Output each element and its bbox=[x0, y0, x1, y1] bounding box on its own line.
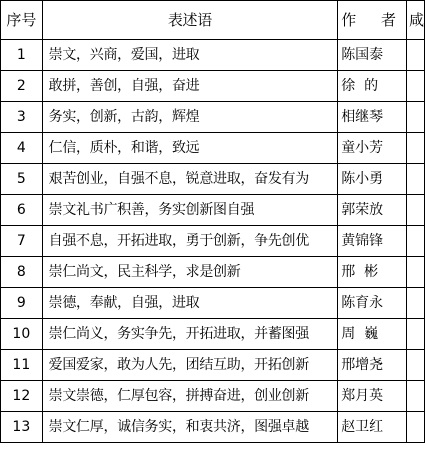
row-serial-number: 12 bbox=[1, 381, 43, 412]
table-row bbox=[1, 195, 425, 226]
table-row bbox=[1, 319, 425, 350]
row-description: 崇仁尚文，民主科学，求是创新 bbox=[42, 257, 338, 288]
table-row bbox=[1, 102, 425, 133]
table-header-row bbox=[1, 1, 425, 40]
row-extra-cell bbox=[406, 412, 424, 443]
table-row bbox=[1, 226, 425, 257]
row-author: 黄锦锋 bbox=[338, 226, 407, 257]
row-serial-number: 13 bbox=[1, 412, 43, 443]
row-extra-cell bbox=[406, 71, 424, 102]
row-extra-cell bbox=[406, 319, 424, 350]
row-serial-number: 6 bbox=[1, 195, 43, 226]
header-description: 表述语 bbox=[42, 1, 338, 40]
row-extra-cell bbox=[406, 133, 424, 164]
row-author: 赵卫红 bbox=[338, 412, 407, 443]
row-serial-number: 1 bbox=[1, 40, 43, 71]
row-author: 陈育永 bbox=[338, 288, 407, 319]
table-row bbox=[1, 133, 425, 164]
row-description: 务实，创新，古韵，辉煌 bbox=[42, 102, 338, 133]
row-description: 崇德，奉献，自强，进取 bbox=[42, 288, 338, 319]
row-extra-cell bbox=[406, 381, 424, 412]
row-author: 童小芳 bbox=[338, 133, 407, 164]
row-author: 邢 彬 bbox=[338, 257, 407, 288]
row-extra-cell bbox=[406, 350, 424, 381]
row-serial-number: 11 bbox=[1, 350, 43, 381]
row-extra-cell bbox=[406, 226, 424, 257]
row-serial-number: 8 bbox=[1, 257, 43, 288]
row-description: 崇文崇德，仁厚包容，拼搏奋进，创业创新 bbox=[42, 381, 338, 412]
row-author: 邢增尧 bbox=[338, 350, 407, 381]
row-extra-cell bbox=[406, 164, 424, 195]
row-author: 郑月英 bbox=[338, 381, 407, 412]
row-description: 仁信，质朴，和谐，致远 bbox=[42, 133, 338, 164]
row-extra-cell bbox=[406, 40, 424, 71]
table-row bbox=[1, 164, 425, 195]
row-author: 郭荣放 bbox=[338, 195, 407, 226]
row-extra-cell bbox=[406, 195, 424, 226]
row-serial-number: 5 bbox=[1, 164, 43, 195]
row-author: 陈国泰 bbox=[338, 40, 407, 71]
row-serial-number: 2 bbox=[1, 71, 43, 102]
row-serial-number: 7 bbox=[1, 226, 43, 257]
row-serial-number: 3 bbox=[1, 102, 43, 133]
table-row bbox=[1, 288, 425, 319]
table-row bbox=[1, 40, 425, 71]
row-extra-cell bbox=[406, 102, 424, 133]
row-extra-cell bbox=[406, 257, 424, 288]
row-description: 崇仁尚义，务实争先，开拓进取，并蓄图强 bbox=[42, 319, 338, 350]
table-row bbox=[1, 350, 425, 381]
row-serial-number: 4 bbox=[1, 133, 43, 164]
row-description: 敢拼，善创，自强，奋进 bbox=[42, 71, 338, 102]
table-row bbox=[1, 381, 425, 412]
header-extra-column: 咸 bbox=[406, 1, 424, 40]
row-description: 崇文，兴商，爱国，进取 bbox=[42, 40, 338, 71]
table-row bbox=[1, 257, 425, 288]
row-author: 徐 的 bbox=[338, 71, 407, 102]
table-row bbox=[1, 412, 425, 443]
row-description: 崇文仁厚，诚信务实，和衷共济，图强卓越 bbox=[42, 412, 338, 443]
row-author: 陈小勇 bbox=[338, 164, 407, 195]
header-serial-number: 序号 bbox=[1, 1, 43, 40]
row-author: 周 巍 bbox=[338, 319, 407, 350]
row-description: 自强不息，开拓进取，勇于创新，争先创优 bbox=[42, 226, 338, 257]
row-serial-number: 10 bbox=[1, 319, 43, 350]
row-extra-cell bbox=[406, 288, 424, 319]
header-author: 作 者 bbox=[338, 1, 407, 40]
row-description: 崇文礼书广积善，务实创新图自强 bbox=[42, 195, 338, 226]
row-description: 艰苦创业，自强不息，锐意进取，奋发有为 bbox=[42, 164, 338, 195]
table-body bbox=[1, 40, 425, 443]
row-serial-number: 9 bbox=[1, 288, 43, 319]
table-row bbox=[1, 71, 425, 102]
row-author: 相继琴 bbox=[338, 102, 407, 133]
row-description: 爱国爱家，敢为人先，团结互助，开拓创新 bbox=[42, 350, 338, 381]
